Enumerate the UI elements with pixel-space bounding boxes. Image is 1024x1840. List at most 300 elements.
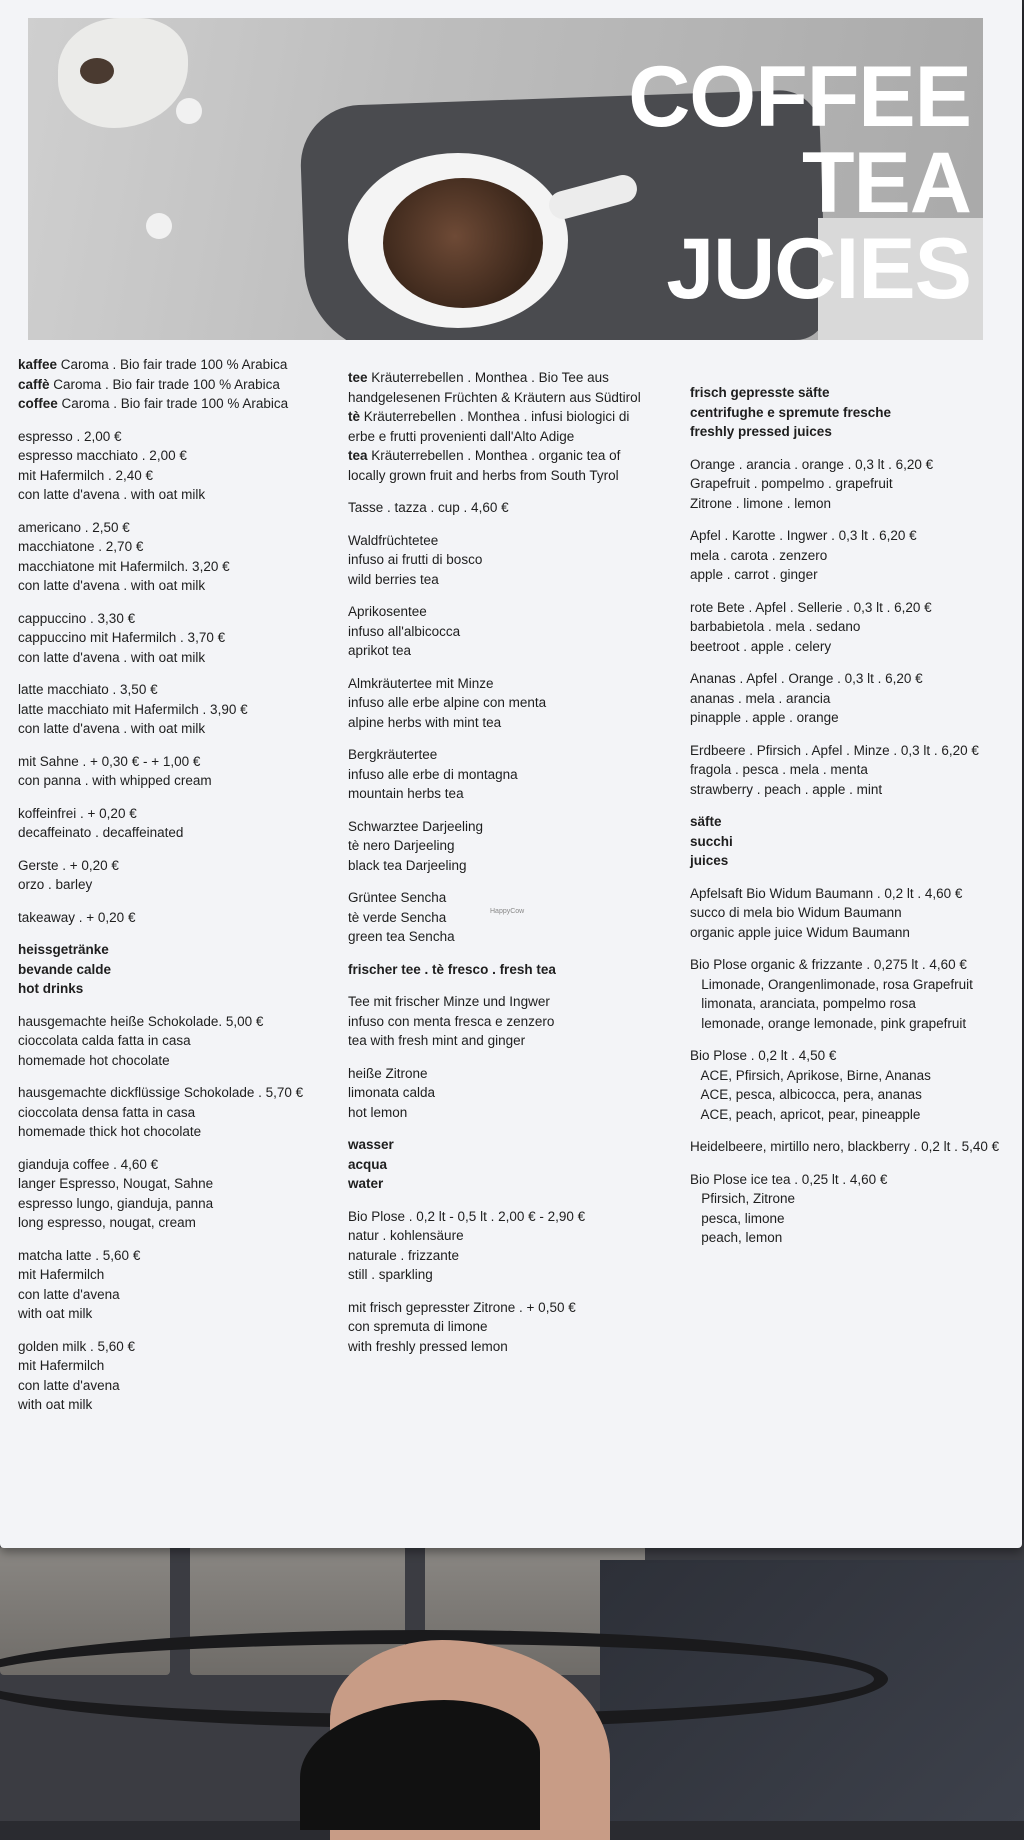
menu-block [690, 1137, 1010, 1157]
menu-line [18, 719, 338, 739]
menu-line [18, 628, 338, 648]
menu-text: Heidelbeere, mirtillo nero, blackberry . 0,2 lt . 5,40 € [690, 1139, 1000, 1154]
menu-line [348, 1317, 678, 1337]
menu-line [690, 1170, 1010, 1190]
menu-heading: acqua [348, 1156, 388, 1172]
menu-text: infuso alle erbe di montagna [348, 766, 518, 782]
menu-line [18, 979, 338, 999]
menu-text: mit Hafermilch . 2,40 € [18, 467, 154, 483]
menu-line [348, 498, 678, 518]
watermark: HappyCow [490, 908, 525, 915]
menu-line [348, 1337, 678, 1357]
menu-text: fragola . pesca . mela . menta [690, 762, 868, 777]
menu-text: locally grown fruit and herbs from South Tyrol [348, 467, 619, 483]
menu-line [18, 940, 338, 960]
blossom-decoration [146, 213, 172, 239]
menu-line [348, 745, 678, 765]
menu-heading: tè [348, 409, 361, 424]
menu-heading: bevande calde [18, 961, 112, 977]
menu-text: Waldfrüchtetee [348, 532, 439, 548]
menu-line [348, 927, 678, 947]
menu-text: long espresso, nougat, cream [18, 1215, 196, 1230]
menu-text: lemonade, orange lemonade, pink grapefruit [690, 1015, 967, 1031]
menu-text: con latte d'avena . with oat milk [18, 578, 206, 593]
menu-line [690, 383, 1010, 403]
menu-text: Ananas . Apfel . Orange . 0,3 lt . 6,20 € [690, 671, 923, 686]
menu-text: ACE, peach, apricot, pear, pineapple [690, 1106, 921, 1122]
menu-block [18, 609, 338, 668]
menu-line [348, 388, 678, 408]
menu-block [690, 741, 1010, 800]
menu-heading: tea [348, 448, 368, 463]
menu-text: Kräuterrebellen . Monthea . Bio Tee aus [367, 370, 609, 385]
menu-heading: succhi [690, 833, 733, 849]
menu-text: Bio Plose . 0,2 lt . 4,50 € [690, 1048, 837, 1063]
menu-block [690, 884, 1010, 943]
menu-line [690, 884, 1010, 904]
menu-block [18, 518, 338, 596]
menu-line [690, 546, 1010, 566]
menu-block [18, 856, 338, 895]
menu-block [348, 602, 678, 661]
coffee-bean [80, 58, 114, 84]
menu-text: natur . kohlensäure [348, 1228, 464, 1243]
menu-block [18, 427, 338, 505]
menu-text: tea with fresh mint and ginger [348, 1033, 526, 1048]
hero-title-line: TEA [802, 135, 971, 231]
menu-block [348, 960, 678, 980]
menu-text: takeaway . + 0,20 € [18, 909, 136, 925]
menu-text: mit Hafermilch [18, 1267, 105, 1282]
menu-line [18, 427, 338, 447]
menu-text: handgelesenen Früchten & Kräutern aus Südtirol [348, 389, 641, 405]
hero-title [628, 49, 971, 317]
menu-line [690, 760, 1010, 780]
menu-line [348, 570, 678, 590]
hero-title-line: JUCIES [666, 221, 971, 317]
menu-line [690, 1046, 1010, 1066]
menu-line [690, 923, 1010, 943]
menu-text: Tasse . tazza . cup . 4,60 € [348, 500, 509, 515]
menu-text: Bio Plose organic & frizzante . 0,275 lt . 4,60 € [690, 957, 967, 972]
menu-text: still . sparkling [348, 1267, 433, 1282]
menu-line [690, 1066, 1010, 1086]
menu-block [18, 1155, 338, 1233]
menu-heading: centrifughe e spremute fresche [690, 404, 892, 420]
menu-block [348, 368, 678, 485]
menu-line [18, 856, 338, 876]
menu-text: Pfirsich, Zitrone [690, 1191, 796, 1206]
menu-line [348, 856, 678, 876]
menu-block [348, 1064, 678, 1123]
menu-line [348, 466, 678, 486]
menu-line [690, 975, 1010, 995]
menu-text: espresso lungo, gianduja, panna [18, 1195, 214, 1211]
menu-text: heiße Zitrone [348, 1065, 428, 1081]
menu-line [18, 771, 338, 791]
menu-text: Limonade, Orangenlimonade, rosa Grapefruit [690, 976, 973, 992]
menu-line [348, 817, 678, 837]
menu-text: Caroma . Bio fair trade 100 % Arabica [49, 376, 280, 392]
menu-line [18, 485, 338, 505]
column-tea-water [348, 368, 678, 1369]
menu-text: erbe e frutti provenienti dall'Alto Adige [348, 428, 575, 444]
menu-text: pesca, limone [690, 1210, 785, 1226]
menu-line [690, 955, 1010, 975]
menu-text: Aprikosentee [348, 604, 427, 619]
menu-text: with oat milk [18, 1397, 93, 1412]
menu-line [18, 1285, 338, 1305]
menu-text: Kräuterrebellen . Monthea . infusi biologici di [360, 409, 630, 424]
menu-line [348, 427, 678, 447]
column-juices [690, 383, 1010, 1261]
menu-line [690, 1209, 1010, 1229]
menu-line [18, 355, 338, 375]
menu-line [18, 1213, 338, 1233]
menu-text: beetroot . apple . celery [690, 638, 832, 654]
menu-line [18, 466, 338, 486]
menu-line [690, 598, 1010, 618]
menu-line [348, 888, 678, 908]
menu-line [690, 422, 1010, 442]
menu-text: alpine herbs with mint tea [348, 714, 502, 730]
coffee [383, 178, 543, 308]
menu-line [18, 1012, 338, 1032]
menu-heading: water [348, 1176, 384, 1191]
hero-photo [28, 18, 983, 340]
menu-line [348, 368, 678, 388]
menu-line [18, 375, 338, 395]
menu-line [18, 557, 338, 577]
menu-text: naturale . frizzante [348, 1247, 460, 1263]
menu-block [348, 745, 678, 804]
menu-text: con latte d'avena . with oat milk [18, 649, 206, 665]
menu-text: infuso ai frutti di bosco [348, 552, 483, 567]
menu-line [348, 960, 678, 980]
menu-block [690, 1170, 1010, 1248]
menu-line [18, 1246, 338, 1266]
menu-line [690, 669, 1010, 689]
menu-text: Orange . arancia . orange . 0,3 lt . 6,20 € [690, 456, 934, 472]
menu-text: Grüntee Sencha [348, 890, 447, 905]
menu-text: ACE, Pfirsich, Aprikose, Birne, Ananas [690, 1067, 931, 1083]
menu-text: latte macchiato . 3,50 € [18, 682, 158, 697]
menu-text: Erdbeere . Pfirsich . Apfel . Minze . 0,3 lt . 6,20 € [690, 742, 979, 758]
menu-text: infuso all'albicocca [348, 623, 461, 639]
menu-text: decaffeinato . decaffeinated [18, 825, 184, 840]
menu-line [348, 1012, 678, 1032]
menu-text: organic apple juice Widum Baumann [690, 924, 910, 940]
menu-block [18, 1337, 338, 1415]
menu-line [18, 537, 338, 557]
menu-line [18, 1174, 338, 1194]
menu-text: peach, lemon [690, 1230, 783, 1245]
menu-block [18, 1012, 338, 1071]
menu-line [690, 1189, 1010, 1209]
menu-line [18, 823, 338, 843]
menu-text: con latte d'avena [18, 1286, 120, 1302]
menu-line [690, 1085, 1010, 1105]
menu-heading: frisch gepresste säfte [690, 385, 830, 400]
menu-text: gianduja coffee . 4,60 € [18, 1156, 159, 1172]
menu-text: hausgemachte dickflüssige Schokolade . 5,70 € [18, 1085, 304, 1100]
menu-line [18, 680, 338, 700]
menu-line [18, 1155, 338, 1175]
menu-text: green tea Sencha [348, 929, 455, 944]
menu-line [18, 518, 338, 538]
menu-line [690, 689, 1010, 709]
menu-text: langer Espresso, Nougat, Sahne [18, 1176, 214, 1191]
menu-text: rote Bete . Apfel . Sellerie . 0,3 lt . 6,20 € [690, 599, 932, 615]
menu-text: black tea Darjeeling [348, 857, 467, 873]
menu-line [18, 1376, 338, 1396]
menu-line [348, 1155, 678, 1175]
menu-line [18, 1337, 338, 1357]
menu-line [690, 455, 1010, 475]
menu-heading: coffee [18, 396, 58, 411]
menu-line [348, 836, 678, 856]
menu-line [690, 832, 1010, 852]
menu-line [18, 1265, 338, 1285]
menu-text: con spremuta di limone [348, 1319, 488, 1334]
menu-line [690, 741, 1010, 761]
menu-line [348, 1083, 678, 1103]
menu-text: mela . carota . zenzero [690, 547, 828, 563]
menu-line [348, 1103, 678, 1123]
menu-line [18, 1122, 338, 1142]
menu-line [18, 1031, 338, 1051]
menu-line [18, 875, 338, 895]
menu-line [348, 674, 678, 694]
menu-line [690, 708, 1010, 728]
menu-text: strawberry . peach . apple . mint [690, 781, 883, 797]
menu-text: Bergkräutertee [348, 747, 438, 762]
menu-block [690, 669, 1010, 728]
menu-text: macchiatone . 2,70 € [18, 539, 144, 554]
menu-line [18, 1304, 338, 1324]
menu-line [348, 1226, 678, 1246]
menu-line [18, 804, 338, 824]
menu-text: con latte d'avena . with oat milk [18, 721, 206, 736]
menu-line [348, 1064, 678, 1084]
menu-text: limonata, aranciata, pompelmo rosa [690, 996, 916, 1011]
menu-block [690, 455, 1010, 514]
menu-block [18, 1246, 338, 1324]
menu-line [348, 531, 678, 551]
menu-block [18, 355, 338, 414]
menu-block [18, 940, 338, 999]
menu-text: tè verde Sencha [348, 909, 447, 925]
menu-heading: wasser [348, 1137, 394, 1152]
menu-block [18, 804, 338, 843]
menu-text: mit frisch gepresster Zitrone . + 0,50 € [348, 1299, 576, 1315]
menu-line [348, 1265, 678, 1285]
menu-block [690, 526, 1010, 585]
menu-text: infuso con menta fresca e zenzero [348, 1013, 555, 1029]
menu-line [348, 1207, 678, 1227]
menu-text: limonata calda [348, 1085, 436, 1100]
menu-block [348, 888, 678, 947]
menu-block [348, 1298, 678, 1357]
menu-text: Caroma . Bio fair trade 100 % Arabica [57, 357, 288, 372]
menu-text: Gerste . + 0,20 € [18, 857, 119, 873]
menu-line [690, 403, 1010, 423]
menu-line [18, 1103, 338, 1123]
menu-heading: heissgetränke [18, 942, 109, 957]
menu-text: homemade hot chocolate [18, 1052, 170, 1068]
menu-text: with oat milk [18, 1306, 93, 1321]
menu-line [690, 526, 1010, 546]
menu-block [348, 674, 678, 733]
menu-text: hausgemachte heiße Schokolade. 5,00 € [18, 1013, 264, 1029]
menu-line [348, 446, 678, 466]
menu-line [348, 602, 678, 622]
menu-heading: freshly pressed juices [690, 424, 832, 439]
menu-heading: hot drinks [18, 981, 84, 996]
menu-text: americano . 2,50 € [18, 519, 130, 535]
menu-line [348, 784, 678, 804]
menu-text: barbabietola . mela . sedano [690, 619, 861, 634]
menu-text: Kräuterrebellen . Monthea . organic tea of [367, 448, 621, 463]
menu-line [690, 812, 1010, 832]
menu-text: Schwarztee Darjeeling [348, 818, 484, 834]
menu-line [690, 1137, 1010, 1157]
menu-text: koffeinfrei . + 0,20 € [18, 805, 137, 821]
menu-block [348, 531, 678, 590]
menu-line [690, 780, 1010, 800]
menu-block [348, 1135, 678, 1194]
hero-title-line: COFFEE [628, 49, 971, 145]
menu-text: homemade thick hot chocolate [18, 1124, 202, 1139]
menu-text: Apfel . Karotte . Ingwer . 0,3 lt . 6,20 € [690, 528, 917, 543]
menu-text: pinapple . apple . orange [690, 710, 839, 725]
menu-text: infuso alle erbe alpine con menta [348, 695, 547, 710]
blossom-decoration [176, 98, 202, 124]
menu-text: mit Sahne . + 0,30 € - + 1,00 € [18, 753, 201, 769]
menu-heading: frischer tee . tè fresco . fresh tea [348, 961, 556, 977]
menu-heading: tee [348, 370, 368, 385]
menu-text: tè nero Darjeeling [348, 838, 455, 853]
menu-block [18, 680, 338, 739]
menu-line [690, 851, 1010, 871]
menu-block [18, 752, 338, 791]
menu-line [690, 474, 1010, 494]
menu-heading: säfte [690, 814, 722, 829]
menu-line [348, 693, 678, 713]
menu-text: apple . carrot . ginger [690, 567, 818, 582]
menu-block [348, 498, 678, 518]
menu-line [18, 908, 338, 928]
menu-text: with freshly pressed lemon [348, 1338, 508, 1354]
menu-text: ananas . mela . arancia [690, 690, 831, 706]
menu-line [690, 565, 1010, 585]
menu-line [348, 622, 678, 642]
menu-block [348, 1207, 678, 1285]
menu-text: macchiatone mit Hafermilch. 3,20 € [18, 558, 230, 574]
menu-line [18, 1083, 338, 1103]
menu-line [348, 713, 678, 733]
menu-text: Bio Plose . 0,2 lt - 0,5 lt . 2,00 € - 2,90 € [348, 1208, 586, 1224]
menu-text: cioccolata calda fatta in casa [18, 1033, 191, 1048]
menu-text: Tee mit frischer Minze und Ingwer [348, 994, 550, 1009]
menu-line [18, 752, 338, 772]
menu-text: con panna . with whipped cream [18, 773, 212, 788]
menu-line [18, 1395, 338, 1415]
menu-text: Grapefruit . pompelmo . grapefruit [690, 476, 893, 491]
menu-block [690, 812, 1010, 871]
menu-text: espresso . 2,00 € [18, 428, 122, 444]
flower-decoration [58, 18, 188, 128]
menu-line [690, 617, 1010, 637]
menu-text: orzo . barley [18, 877, 93, 892]
menu-line [18, 576, 338, 596]
menu-text: Apfelsaft Bio Widum Baumann . 0,2 lt . 4,60 € [690, 885, 963, 901]
menu-text: con latte d'avena . with oat milk [18, 487, 206, 502]
menu-block [690, 955, 1010, 1033]
menu-line [18, 700, 338, 720]
menu-line [348, 765, 678, 785]
menu-line [348, 641, 678, 661]
menu-line [348, 1174, 678, 1194]
menu-line [690, 637, 1010, 657]
menu-text: cioccolata densa fatta in casa [18, 1104, 196, 1120]
menu-line [18, 1356, 338, 1376]
menu-line [690, 1014, 1010, 1034]
menu-line [690, 1105, 1010, 1125]
menu-line [18, 1051, 338, 1071]
menu-block [348, 992, 678, 1051]
menu-line [348, 992, 678, 1012]
column-coffee [18, 355, 338, 1428]
menu-text: cappuccino . 3,30 € [18, 610, 136, 626]
menu-text: latte macchiato mit Hafermilch . 3,90 € [18, 701, 248, 717]
menu-line [18, 446, 338, 466]
menu-heading: kaffee [18, 357, 58, 372]
menu-line [18, 960, 338, 980]
menu-text: succo di mela bio Widum Baumann [690, 905, 902, 920]
menu-line [690, 903, 1010, 923]
menu-text: mit Hafermilch [18, 1358, 105, 1373]
menu-line [348, 1298, 678, 1318]
menu-line [18, 394, 338, 414]
menu-line [348, 1135, 678, 1155]
menu-text: Caroma . Bio fair trade 100 % Arabica [57, 396, 289, 411]
menu-line [690, 1228, 1010, 1248]
menu-line [348, 1246, 678, 1266]
menu-text: ACE, pesca, albicocca, pera, ananas [690, 1087, 922, 1102]
menu-text: hot lemon [348, 1104, 408, 1120]
menu-block [690, 598, 1010, 657]
menu-line [348, 550, 678, 570]
menu-text: aprikot tea [348, 643, 412, 658]
menu-text: espresso macchiato . 2,00 € [18, 448, 187, 463]
menu-line [690, 994, 1010, 1014]
menu-line [18, 1194, 338, 1214]
menu-line [348, 407, 678, 427]
menu-text: wild berries tea [348, 571, 439, 587]
menu-line [18, 609, 338, 629]
menu-text: Bio Plose ice tea . 0,25 lt . 4,60 € [690, 1171, 888, 1187]
menu-line [18, 648, 338, 668]
menu-block [18, 1083, 338, 1142]
menu-line [348, 1031, 678, 1051]
menu-heading: caffè [18, 376, 50, 392]
menu-text: golden milk . 5,60 € [18, 1338, 136, 1354]
menu-text: matcha latte . 5,60 € [18, 1247, 141, 1263]
menu-text: cappuccino mit Hafermilch . 3,70 € [18, 630, 226, 645]
menu-block [348, 817, 678, 876]
menu-block [18, 908, 338, 928]
